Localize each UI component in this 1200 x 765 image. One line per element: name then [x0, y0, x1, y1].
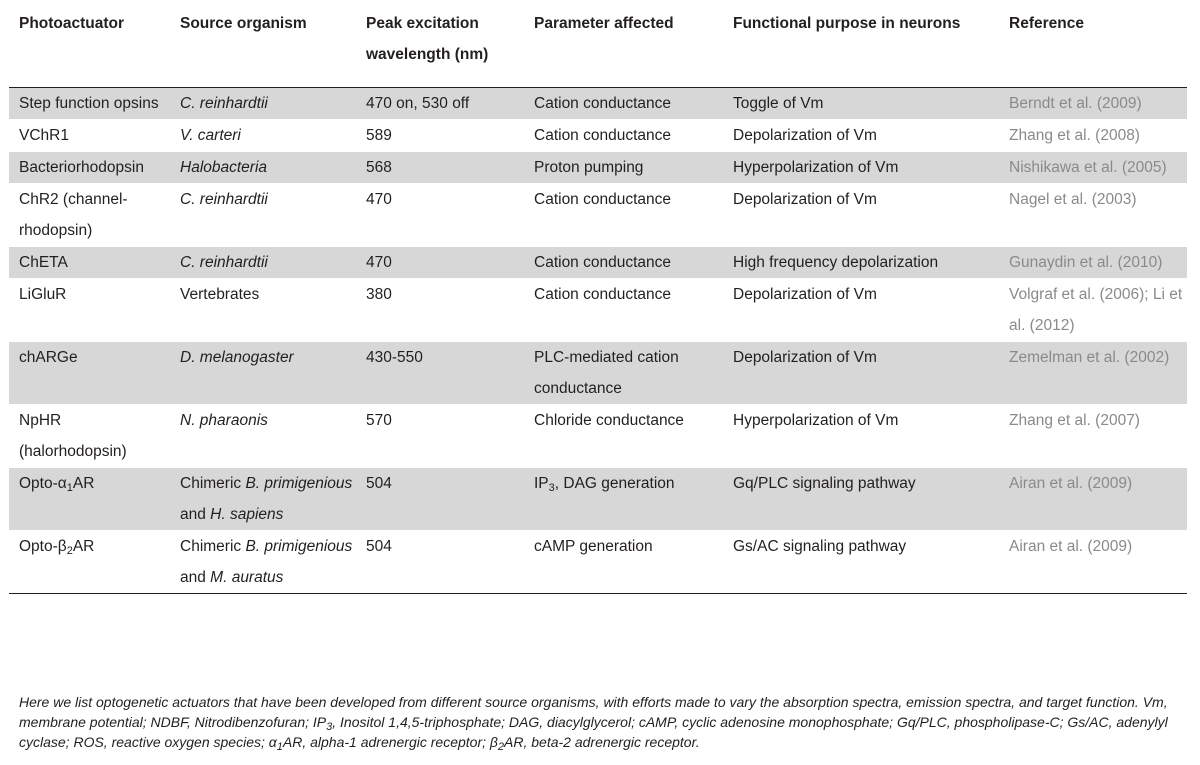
text-run: 470: [366, 190, 392, 208]
cell-peak-wavelength: [356, 530, 524, 593]
cell-functional-purpose: [723, 278, 999, 341]
italic-text: M. auratus: [210, 568, 284, 586]
text-run: Depolarization of Vm: [733, 348, 877, 366]
text-run: 380: [366, 285, 392, 303]
cell-peak-wavelength: [356, 341, 524, 404]
text-run: 430-550: [366, 348, 423, 366]
cell-parameter-affected: [524, 246, 723, 278]
text-run: Proton pumping: [534, 158, 644, 176]
text-run: Chimeric: [180, 537, 246, 555]
text-run: Cation conductance: [534, 285, 672, 303]
cell-reference: [999, 119, 1187, 151]
text-run: IP: [534, 474, 549, 492]
italic-text: B. primigenious: [245, 474, 353, 492]
italic-text: C. reinhardtii: [180, 190, 268, 208]
subscript: 1: [276, 741, 283, 753]
table-row: [9, 278, 1187, 341]
cell-photoactuator: [9, 183, 170, 246]
italic-text: B. primigenious: [245, 537, 353, 555]
cell-source-organism: [170, 246, 356, 278]
cell-reference: [999, 278, 1187, 341]
cell-parameter-affected: [524, 341, 723, 404]
text-run: PLC-mediated cation conductance: [534, 348, 679, 397]
text-run: Opto-β: [19, 537, 67, 555]
column-header-parameter-affected: Parameter affected: [534, 15, 674, 32]
text-run: Cation conductance: [534, 253, 672, 271]
text-run: Zhang et al. (2007): [1009, 411, 1140, 429]
cell-peak-wavelength: [356, 278, 524, 341]
table-row: [9, 183, 1187, 246]
text-run: Chimeric: [180, 474, 246, 492]
cell-functional-purpose: [723, 404, 999, 467]
cell-parameter-affected: [524, 278, 723, 341]
text-run: 589: [366, 126, 392, 144]
cell-peak-wavelength: [356, 246, 524, 278]
table-row: [9, 530, 1187, 593]
cell-functional-purpose: [723, 183, 999, 246]
column-header-source-organism: Source organism: [180, 15, 307, 32]
italic-text: N. pharaonis: [180, 411, 268, 429]
italic-text: Halobacteria: [180, 158, 268, 176]
cell-reference: [999, 87, 1187, 119]
text-run: Berndt et al. (2009): [1009, 94, 1142, 112]
cell-photoactuator: [9, 278, 170, 341]
text-run: Vertebrates: [180, 285, 260, 303]
text-run: Depolarization of Vm: [733, 285, 877, 303]
text-run: Hyperpolarization of Vm: [733, 411, 899, 429]
column-header-photoactuator: Photoactuator: [19, 15, 125, 32]
text-run: 504: [366, 474, 392, 492]
italic-text: D. melanogaster: [180, 348, 294, 366]
text-run: Opto-α: [19, 474, 67, 492]
cell-functional-purpose: [723, 246, 999, 278]
cell-peak-wavelength: [356, 404, 524, 467]
text-run: , DAG generation: [554, 474, 675, 492]
column-header-peak-wavelength: Peak excitation wavelength (nm): [366, 15, 489, 63]
cell-parameter-affected: [524, 183, 723, 246]
cell-source-organism: [170, 183, 356, 246]
text-run: , Inositol 1,4,5-triphosphate; DAG, diacylglycerol; cAMP, cyclic adenosine monophosphate; Gq/PLC, phospholipase-C; Gs/AC, adenylyl cyclase; ROS, reactive oxygen species; α: [19, 714, 1168, 750]
cell-source-organism: [170, 404, 356, 467]
table-row: [9, 467, 1187, 530]
cell-parameter-affected: [524, 151, 723, 183]
table-row: [9, 246, 1187, 278]
table-row: [9, 151, 1187, 183]
cell-parameter-affected: [524, 530, 723, 593]
cell-functional-purpose: [723, 119, 999, 151]
cell-photoactuator: [9, 119, 170, 151]
subscript: 1: [66, 481, 73, 494]
subscript: 2: [66, 544, 73, 557]
text-run: Zemelman et al. (2002): [1009, 348, 1170, 366]
text-run: Gs/AC signaling pathway: [733, 537, 907, 555]
italic-text: C. reinhardtii: [180, 253, 268, 271]
cell-reference: [999, 151, 1187, 183]
text-run: AR, alpha-1 adrenergic receptor; β: [282, 734, 498, 750]
text-run: 568: [366, 158, 392, 176]
cell-reference: [999, 246, 1187, 278]
text-run: Gq/PLC signaling pathway: [733, 474, 916, 492]
text-run: Here we list optogenetic actuators that have been developed from different source organisms, with efforts made to vary the absorption spectra, emission spectra, and target function. Vm, membrane potential; NDBF, Nitrodibenzofuran; IP: [19, 694, 1168, 730]
subscript: 2: [497, 741, 505, 753]
text-run: 470: [366, 253, 392, 271]
cell-photoactuator: [9, 246, 170, 278]
text-run: 570: [366, 411, 392, 429]
text-run: Nagel et al. (2003): [1009, 190, 1137, 208]
column-header-reference: Reference: [1009, 15, 1084, 32]
cell-source-organism: [170, 119, 356, 151]
cell-functional-purpose: [723, 87, 999, 119]
cell-reference: [999, 530, 1187, 593]
cell-parameter-affected: [524, 467, 723, 530]
table-body: [9, 87, 1187, 593]
text-run: Chloride conductance: [534, 411, 684, 429]
text-run: Volgraf et al. (2006); Li et al. (2012): [1009, 285, 1183, 334]
text-run: 470 on, 530 off: [366, 94, 470, 112]
italic-text: C. reinhardtii: [180, 94, 268, 112]
text-run: Airan et al. (2009): [1009, 537, 1133, 555]
cell-photoactuator: [9, 404, 170, 467]
header-row: [9, 8, 1187, 87]
cell-reference: [999, 341, 1187, 404]
cell-functional-purpose: [723, 341, 999, 404]
text-run: Cation conductance: [534, 190, 672, 208]
cell-photoactuator: [9, 151, 170, 183]
text-run: NpHR (halorhodopsin): [19, 411, 127, 460]
italic-text: V. carteri: [180, 126, 241, 144]
cell-photoactuator: [9, 87, 170, 119]
text-run: 504: [366, 537, 392, 555]
text-run: Depolarization of Vm: [733, 126, 877, 144]
cell-peak-wavelength: [356, 183, 524, 246]
text-run: Bacteriorhodopsin: [19, 158, 144, 176]
cell-functional-purpose: [723, 151, 999, 183]
cell-source-organism: [170, 278, 356, 341]
text-run: Nishikawa et al. (2005): [1009, 158, 1167, 176]
column-header-functional-purpose: Functional purpose in neurons: [733, 15, 961, 32]
cell-peak-wavelength: [356, 87, 524, 119]
table-row: [9, 404, 1187, 467]
optogenetic-actuators-table: [9, 8, 1187, 594]
cell-source-organism: [170, 467, 356, 530]
text-run: AR, beta-2 adrenergic receptor.: [504, 734, 700, 750]
table-row: [9, 341, 1187, 404]
cell-parameter-affected: [524, 404, 723, 467]
cell-functional-purpose: [723, 530, 999, 593]
cell-parameter-affected: [524, 119, 723, 151]
text-run: Zhang et al. (2008): [1009, 126, 1140, 144]
table-header: [9, 8, 1187, 87]
text-run: Gunaydin et al. (2010): [1009, 253, 1163, 271]
text-run: AR: [72, 474, 95, 492]
subscript: 3: [326, 721, 333, 733]
text-run: VChR1: [19, 126, 69, 144]
text-run: Hyperpolarization of Vm: [733, 158, 899, 176]
text-run: chARGe: [19, 348, 78, 366]
cell-reference: [999, 183, 1187, 246]
cell-source-organism: [170, 530, 356, 593]
text-run: cAMP generation: [534, 537, 653, 555]
text-run: ChR2 (channel-rhodopsin): [19, 190, 128, 239]
cell-photoactuator: [9, 530, 170, 593]
text-run: Step function opsins: [19, 94, 159, 112]
text-run: High frequency depolarization: [733, 253, 939, 271]
cell-peak-wavelength: [356, 151, 524, 183]
cell-source-organism: [170, 341, 356, 404]
table-row: [9, 119, 1187, 151]
text-run: Cation conductance: [534, 126, 672, 144]
cell-source-organism: [170, 151, 356, 183]
cell-photoactuator: [9, 341, 170, 404]
text-run: AR: [72, 537, 95, 555]
text-run: ChETA: [19, 253, 68, 271]
table-row: [9, 87, 1187, 119]
text-run: Cation conductance: [534, 94, 672, 112]
cell-photoactuator: [9, 467, 170, 530]
cell-reference: [999, 404, 1187, 467]
cell-peak-wavelength: [356, 119, 524, 151]
cell-parameter-affected: [524, 87, 723, 119]
text-run: and: [180, 568, 211, 586]
text-run: Depolarization of Vm: [733, 190, 877, 208]
text-run: Toggle of Vm: [733, 94, 824, 112]
text-run: LiGluR: [19, 285, 67, 303]
cell-peak-wavelength: [356, 467, 524, 530]
text-run: and: [180, 505, 211, 523]
text-run: Airan et al. (2009): [1009, 474, 1133, 492]
cell-reference: [999, 467, 1187, 530]
cell-source-organism: [170, 87, 356, 119]
italic-text: H. sapiens: [210, 505, 284, 523]
subscript: 3: [548, 481, 555, 494]
table-footnote: [19, 692, 1189, 752]
cell-functional-purpose: [723, 467, 999, 530]
